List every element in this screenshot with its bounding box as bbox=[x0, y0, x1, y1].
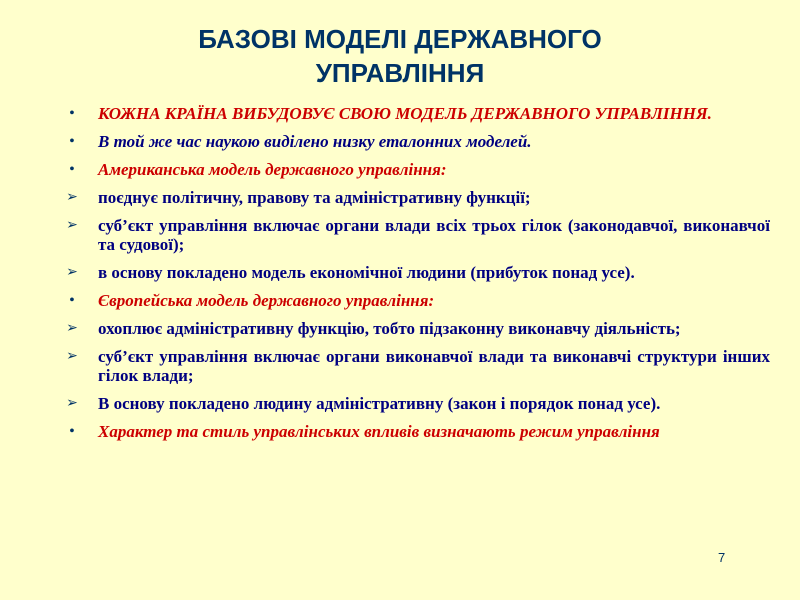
list-item-text: в основу покладено модель економічної людини (прибуток понад усе). bbox=[98, 263, 635, 282]
slide-title bbox=[100, 22, 700, 90]
list-item-text: Характер та стиль управлінських впливів визначають режим управління bbox=[98, 422, 660, 441]
arrow-bullet-icon: ➢ bbox=[66, 189, 78, 205]
list-item bbox=[62, 263, 770, 282]
list-item-text: КОЖНА КРАЇНА ВИБУДОВУЄ СВОЮ МОДЕЛЬ ДЕРЖАВНОГО УПРАВЛІННЯ. bbox=[98, 104, 712, 123]
arrow-bullet-icon: ➢ bbox=[66, 264, 78, 280]
arrow-bullet-icon: ➢ bbox=[66, 348, 78, 364]
list-item-text: охоплює адміністративну функцію, тобто підзаконну виконавчу діяльність; bbox=[98, 319, 681, 338]
list-item bbox=[62, 394, 770, 413]
list-item bbox=[62, 319, 770, 338]
list-item bbox=[62, 188, 770, 207]
arrow-bullet-icon: ➢ bbox=[66, 320, 78, 336]
slide-title-line-1: БАЗОВІ МОДЕЛІ ДЕРЖАВНОГО bbox=[198, 24, 602, 54]
bullet-dot-icon: • bbox=[69, 293, 75, 308]
slide-title-line-2: УПРАВЛІННЯ bbox=[315, 58, 485, 88]
list-item-text: Американська модель державного управління: bbox=[98, 160, 447, 179]
list-item bbox=[62, 216, 770, 254]
bullet-dot-icon: • bbox=[69, 106, 75, 121]
bullet-dot-icon: • bbox=[69, 162, 75, 177]
list-item-text: В основу покладено людину адміністративну (закон і порядок понад усе). bbox=[98, 394, 661, 413]
list-item bbox=[62, 291, 770, 310]
bullet-dot-icon: • bbox=[69, 424, 75, 439]
list-item bbox=[62, 422, 770, 441]
list-item bbox=[62, 132, 770, 151]
list-item bbox=[62, 347, 770, 385]
page-number: 7 bbox=[718, 550, 726, 565]
list-item-text: поєднує політичну, правову та адміністративну функції; bbox=[98, 188, 531, 207]
list-item bbox=[62, 104, 770, 123]
list-item-text: Європейська модель державного управління: bbox=[98, 291, 435, 310]
list-item-text: суб’єкт управління включає органи виконавчої влади та виконавчі структури інших гілок влади; bbox=[98, 347, 770, 385]
list-item bbox=[62, 160, 770, 179]
arrow-bullet-icon: ➢ bbox=[66, 217, 78, 233]
bullet-list bbox=[62, 104, 770, 450]
list-item-text: В той же час наукою виділено низку еталонних моделей. bbox=[98, 132, 532, 151]
arrow-bullet-icon: ➢ bbox=[66, 395, 78, 411]
list-item-text: суб’єкт управління включає органи влади всіх трьох гілок (законодавчої, виконавчої та судової); bbox=[98, 216, 770, 254]
bullet-dot-icon: • bbox=[69, 134, 75, 149]
